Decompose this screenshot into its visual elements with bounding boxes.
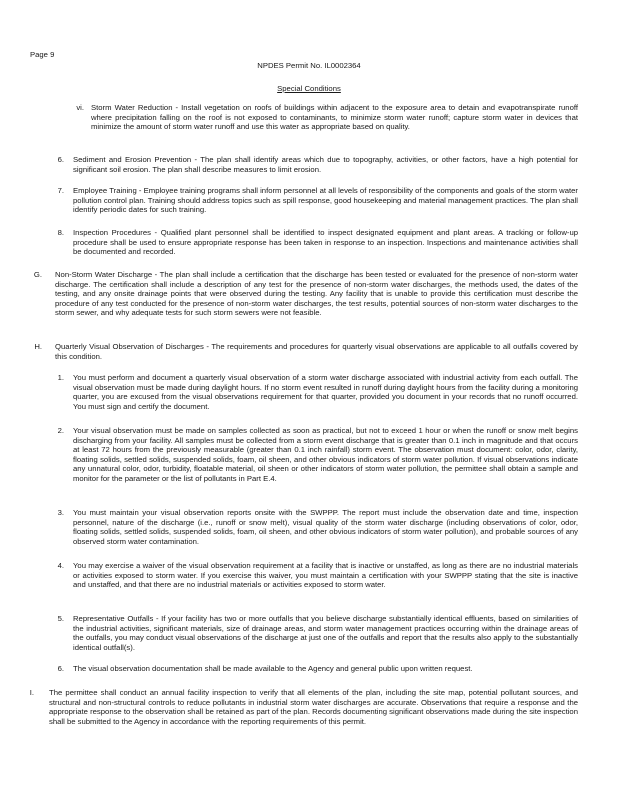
paragraph-maintain-reports: You must maintain your visual observation reports onsite with the SWPPP. The report must include the observation date and time, inspection personnel, nature of the discharge (i.e., runoff or snow melt), visual quality of the storm water discharge (including observations of color, odor, floating solids, settled solids, suspended solids, foam, oil sheen, and other obvious indicators of storm water pollution), and probable sources of any observed storm water contamination.: [73, 508, 578, 546]
paragraph-annual-inspection: The permittee shall conduct an annual facility inspection to verify that all elements of the plan, including the site map, potential pollutant sources, and structural and non-structural controls to reduce pollutants in industrial storm water discharges are accurate. Observations that require a response and the appropriate response to the observation shall be retained as part of the plan. Records documenting significant observations made during the site inspection shall be submitted to the Agency in accordance with the reporting requirements of this permit.: [49, 688, 578, 726]
paragraph-employee-training: Employee Training - Employee training programs shall inform personnel at all levels of responsibility of the components and goals of the storm water pollution control plan. Training should address topics such as spill response, good housekeeping and material management practices. The plan shall identify periodic dates for such training.: [73, 186, 578, 215]
paragraph-inspection-procedures: Inspection Procedures - Qualified plant personnel shall be identified to inspect designated equipment and plant areas. A tracking or follow-up procedure shall be used to ensure appropriate response has been taken in response to an inspection. Inspections and maintenance activities shall be documented and recorded.: [73, 228, 578, 257]
item-marker: 6.: [57, 664, 64, 673]
paragraph-sediment-erosion: Sediment and Erosion Prevention - The plan shall identify areas which due to topography, activities, or other factors, have a high potential for significant soil erosion. The plan shall describe measures to limit erosion.: [73, 155, 578, 174]
item-marker: 7.: [57, 186, 64, 195]
page-number: Page 9: [30, 50, 55, 59]
section-marker: H.: [34, 342, 42, 351]
permit-title: NPDES Permit No. IL0002364: [257, 61, 361, 70]
paragraph-non-storm-water-discharge: Non-Storm Water Discharge - The plan shall include a certification that the discharge has been tested or evaluated for the presence of non-storm water discharge. The certification shall include a description of any test for the presence of non-storm water discharges, the methods used, the dates of the testing, and any onsite drainage points that were observed during the testing. Any facility that is unable to provide this certification must describe the procedure of any test conducted for the presence of non-storm water discharges, the test results, potential sources of non-storm water discharges to the storm sewer, and why adequate tests for such storm sewers were not feasible.: [55, 270, 578, 318]
paragraph-perform-document: You must perform and document a quarterly visual observation of a storm water discharge associated with industrial activity from each outfall. The visual observation must be made during daylight hours. If no storm event resulted in runoff during daylight hours from the facility during a monitoring quarter, you are excused from the visual observations requirement for that quarter, provided you document in your records that no runoff occurred. You must sign and certify the document.: [73, 373, 578, 411]
paragraph-documentation-available: The visual observation documentation shall be made available to the Agency and general public upon written request.: [73, 664, 473, 673]
item-marker: vi.: [76, 103, 84, 112]
paragraph-storm-water-reduction: Storm Water Reduction - Install vegetation on roofs of buildings within adjacent to the exposure area to detain and evapotranspirate runoff where precipitation falling on the roof is not exposed to contaminants, to minimize storm water runoff; capture storm water in devices that minimize the amount of storm water runoff and use this water as appropriate based on quality.: [91, 103, 578, 132]
section-marker: G.: [33, 270, 42, 279]
item-marker: 1.: [57, 373, 64, 382]
item-marker: 3.: [57, 508, 64, 517]
section-marker: I.: [29, 688, 34, 697]
paragraph-quarterly-visual-observation: Quarterly Visual Observation of Discharges - The requirements and procedures for quarterly visual observations are applicable to all outfalls covered by this condition.: [55, 342, 578, 361]
item-marker: 8.: [57, 228, 64, 237]
paragraph-representative-outfalls: Representative Outfalls - If your facility has two or more outfalls that you believe discharge substantially identical effluents, based on similarities of the industrial activities, significant materials, size of drainage areas, and storm water management practices occurring within the drainage areas of the outfalls, you may conduct visual observations of the discharge at just one of the outfalls and report that the results also apply to the substantially identical outfall(s).: [73, 614, 578, 652]
paragraph-waiver: You may exercise a waiver of the visual observation requirement at a facility that is inactive or unstaffed, as long as there are no industrial materials or activities exposed to storm water. If you exercise this waiver, you must maintain a certification with your SWPPP stating that the site is inactive and unstaffed, and that there are no industrial materials or activities exposed to storm water.: [73, 561, 578, 590]
item-marker: 2.: [57, 426, 64, 435]
item-marker: 5.: [57, 614, 64, 623]
section-title: Special Conditions: [277, 84, 341, 93]
item-marker: 4.: [57, 561, 64, 570]
item-marker: 6.: [57, 155, 64, 164]
paragraph-visual-observation-samples: Your visual observation must be made on samples collected as soon as practical, but not to exceed 1 hour or when the runoff or snow melt begins discharging from your facility. All samples must be collected from a storm event discharge that is greater than 0.1 inch in magnitude and that occurs at least 72 hours from the previously measurable (greater than 0.1 inch rainfall) storm event. The observation must document: color, odor, clarity, floating solids, settled solids, suspended solids, foam, oil sheen, and other obvious indicators of storm water pollution. If visual observations indicate any unnatural color, odor, turbidity, floatable material, oil sheen or other indicators of storm water pollution, the permittee shall obtain a sample and monitor for the parameter or the list of pollutants in Part E.4.: [73, 426, 578, 483]
